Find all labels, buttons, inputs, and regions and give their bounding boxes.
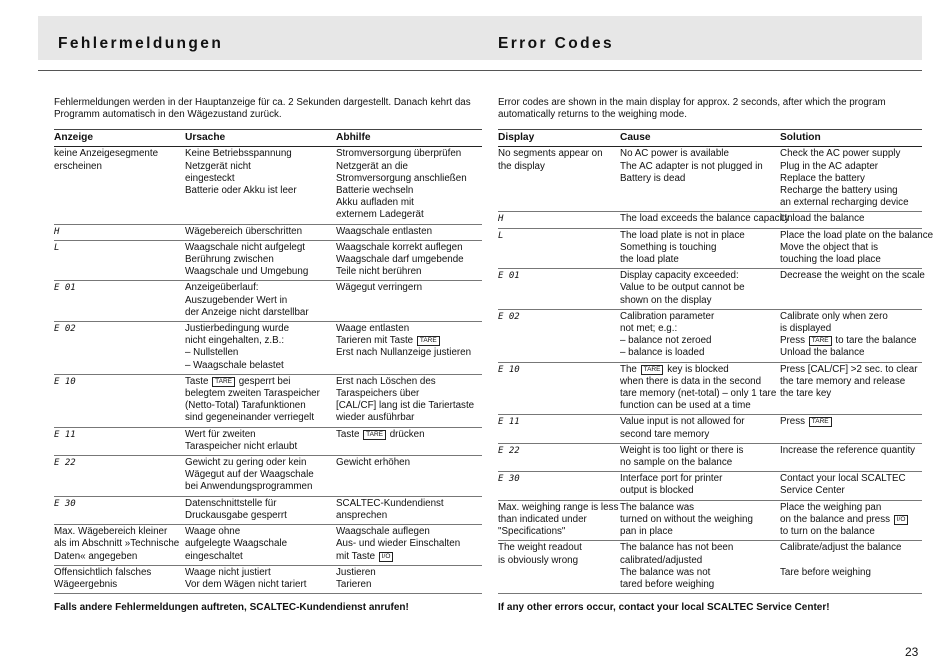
table-body-en (498, 147, 934, 594)
cell-line: Wägebereich überschritten (185, 225, 303, 237)
cell-line: Calibration parameter (620, 310, 715, 322)
table-row (498, 212, 922, 228)
header-divider (38, 70, 922, 71)
cell-cause (185, 147, 336, 224)
cell-line: second tare memory (620, 428, 710, 440)
cell-display (54, 525, 185, 566)
cell-cause (185, 224, 336, 240)
cell-line: Waage entlasten (336, 323, 410, 335)
header-cause-en: Cause (620, 130, 780, 147)
cell-line: L (498, 230, 504, 241)
cell-line: Waagschale entlasten (336, 225, 433, 237)
cell-solution (780, 269, 925, 310)
cell-display (54, 374, 185, 427)
cell-cause (620, 541, 780, 594)
cell-line: No AC power is available (620, 148, 729, 160)
cell-line: E 22 (498, 445, 520, 456)
column-de (54, 97, 482, 614)
power-key-icon: I/O (894, 515, 909, 525)
intro-de: Fehlermeldungen werden in der Hauptanzeige für ca. 2 Sekunden dargestellt. Danach kehrt das Programm automatisch in den Wägezustand zurück. (54, 97, 471, 121)
cell-line: The balance has not been (620, 542, 734, 554)
page-number: 23 (905, 645, 919, 659)
cell-line: Offensichtlich falsches (54, 566, 152, 578)
cell-line: shown on the display (620, 294, 712, 306)
table-row (498, 443, 922, 471)
cell-solution (336, 147, 482, 224)
cell-cause (185, 427, 336, 455)
cell-line: Keine Betriebsspannung (185, 148, 292, 160)
cell-cause (620, 309, 780, 362)
cell-display (54, 427, 185, 455)
cell-line: Netzgerät an die (336, 160, 408, 172)
cell-line: keine Anzeigesegmente (54, 148, 159, 160)
cell-line: pan in place (620, 526, 673, 538)
cell-line: E 10 (54, 376, 76, 387)
cell-line: Waagschale und Umgebung (185, 266, 309, 278)
cell-display (498, 362, 620, 415)
cell-line: No segments appear on (498, 148, 603, 160)
cell-line: output is blocked (620, 485, 694, 497)
cell-line: no sample on the balance (620, 457, 733, 469)
cell-solution (780, 362, 922, 415)
tare-key-icon: TARE (417, 336, 440, 346)
cell-solution (336, 281, 482, 322)
cell-line: Waagschale korrekt auflegen (336, 241, 463, 253)
cell-line: [CAL/CF] lang ist die Tariertaste (336, 400, 475, 412)
cell-line: Press TARE (780, 416, 920, 428)
cell-solution (780, 500, 922, 541)
footer-note-en: If any other errors occur, contact your local SCALTEC Service Center! (498, 602, 830, 614)
cell-line: Wägeergebnis (54, 578, 118, 590)
cell-line: function can be used at a time (620, 400, 751, 412)
cell-line: Display capacity exceeded: (620, 270, 739, 282)
cell-line: is obviously wrong (498, 554, 579, 566)
cell-solution (336, 565, 482, 593)
cell-line: Gewicht erhöhen (336, 457, 411, 469)
cell-line: Value to be output cannot be (620, 282, 745, 294)
table-row (54, 565, 482, 593)
cell-line: Calibrate only when zero (780, 310, 888, 322)
cell-cause (185, 496, 336, 524)
cell-line (780, 555, 920, 567)
cell-cause (185, 322, 336, 375)
cell-cause (620, 212, 790, 228)
power-key-icon: I/O (379, 552, 394, 562)
cell-line: The weight readout (498, 542, 582, 554)
cell-solution (336, 240, 482, 281)
cell-line: Aus- und wieder Einschalten (336, 538, 461, 550)
cell-line: the tare memory and release (780, 375, 906, 387)
cell-line: Erst nach Löschen des (336, 375, 436, 387)
table-row (54, 281, 482, 322)
cell-line: when there is data in the second (620, 375, 762, 387)
cell-line: E 01 (498, 271, 520, 282)
table-row (498, 415, 922, 443)
cell-line: Daten« angegeben (54, 550, 138, 562)
cell-line: tare memory (net-total) – only 1 tare (620, 388, 777, 400)
cell-line: Move the object that is (780, 241, 879, 253)
cell-line: Waagschale auflegen (336, 526, 430, 538)
table-row (498, 541, 922, 594)
cell-line: Something is touching (620, 241, 717, 253)
table-row (498, 269, 922, 310)
cell-display (498, 500, 620, 541)
cell-solution (336, 496, 482, 524)
cell-display (498, 541, 620, 594)
cell-line: eingesteckt (185, 172, 235, 184)
header-display-en: Display (498, 130, 620, 147)
cell-line: (Netto-Total) Tarafunktionen (185, 400, 306, 412)
cell-line: the tare key (780, 388, 832, 400)
cell-line: Decrease the weight on the scale (780, 270, 925, 282)
table-row (54, 525, 482, 566)
header-display-de: Anzeige (54, 130, 185, 147)
cell-line: Plug in the AC adapter (780, 160, 879, 172)
cell-display (54, 322, 185, 375)
cell-line: Akku aufladen mit (336, 197, 414, 209)
cell-line: Max. Wägebereich kleiner (54, 526, 168, 538)
cell-display (54, 565, 185, 593)
cell-display (498, 147, 620, 212)
cell-line: Waage nicht justiert (185, 566, 271, 578)
cell-cause (185, 240, 336, 281)
cell-line: Teile nicht berühren (336, 266, 422, 278)
cell-line: sind gegeneinander verriegelt (185, 412, 315, 424)
cell-cause (620, 500, 780, 541)
cell-line: Tare before weighing (780, 566, 871, 578)
cell-line: Wert für zweiten (185, 428, 256, 440)
table-row (498, 147, 922, 212)
cell-display (498, 443, 620, 471)
cell-solution (336, 322, 482, 375)
cell-solution (780, 472, 922, 500)
table-row (54, 147, 482, 224)
cell-line: Place the weighing pan (780, 501, 882, 513)
cell-line: Check the AC power supply (780, 148, 901, 160)
cell-line: Replace the battery (780, 172, 865, 184)
table-row (498, 472, 922, 500)
cell-line: Justierbedingung wurde (185, 323, 290, 335)
cell-display (498, 269, 620, 310)
cell-display (498, 309, 620, 362)
cell-line: The balance was not (620, 566, 711, 578)
cell-line: The load exceeds the balance capacity (620, 213, 790, 225)
table-row (54, 374, 482, 427)
intro-en: Error codes are shown in the main display for approx. 2 seconds, after which the program automatically returns to the weighing mode. (498, 97, 886, 121)
cell-line: Stromversorgung anschließen (336, 172, 467, 184)
cell-line: Waagschale nicht aufgelegt (185, 241, 305, 253)
cell-line: the load plate (620, 254, 679, 266)
cell-line: Waage ohne (185, 526, 241, 538)
cell-line: E 30 (498, 474, 520, 485)
cell-line: Wägegut auf der Waagschale (185, 469, 314, 481)
tare-key-icon: TARE (212, 377, 235, 387)
cell-line: Taraspeichers über (336, 388, 420, 400)
cell-line: E 02 (498, 311, 520, 322)
cell-line: calibrated/adjusted (620, 554, 703, 566)
table-row (498, 500, 922, 541)
cell-line: – balance is loaded (620, 347, 705, 359)
cell-line: Batterie wechseln (336, 185, 414, 197)
cell-line: Taraspeicher nicht erlaubt (185, 440, 298, 452)
table-row (498, 309, 922, 362)
cell-cause (620, 362, 780, 415)
header-solution-de: Abhilfe (336, 130, 482, 147)
cell-line: Tarieren mit Taste TARE (336, 335, 480, 347)
cell-line: is displayed (780, 323, 832, 335)
cell-cause (620, 269, 780, 310)
cell-line: Value input is not allowed for (620, 416, 745, 428)
cell-display (498, 228, 620, 269)
cell-display (498, 472, 620, 500)
cell-line: Service Center (780, 485, 845, 497)
cell-line: Berührung zwischen (185, 254, 274, 266)
cell-line: Auszugebender Wert in (185, 294, 288, 306)
tare-key-icon: TARE (363, 430, 386, 440)
table-row (498, 362, 922, 415)
cell-display (54, 240, 185, 281)
tare-key-icon: TARE (809, 336, 832, 346)
title-de: Fehlermeldungen (58, 35, 224, 52)
cell-line: Gewicht zu gering oder kein (185, 457, 307, 469)
cell-line: Tarieren (336, 578, 372, 590)
tare-key-icon: TARE (641, 365, 664, 375)
cell-line: on the balance and press I/O (780, 514, 920, 526)
cell-solution (780, 147, 922, 212)
cell-line: E 22 (54, 458, 76, 469)
cell-line: Justieren (336, 566, 376, 578)
cell-line: Press [CAL/CF] >2 sec. to clear (780, 363, 918, 375)
cell-line: SCALTEC-Kundendienst (336, 497, 444, 509)
cell-line: – Waagschale belastet (185, 359, 284, 371)
cell-cause (185, 565, 336, 593)
cell-line: erscheinen (54, 160, 102, 172)
cell-line: der Anzeige nicht darstellbar (185, 306, 309, 318)
cell-line: Recharge the battery using (780, 185, 898, 197)
cell-cause (185, 281, 336, 322)
cell-cause (620, 147, 780, 212)
cell-cause (620, 443, 780, 471)
cell-line: Press TARE to tare the balance (780, 335, 917, 347)
cell-line: L (54, 242, 60, 253)
cell-solution (336, 224, 482, 240)
cell-line: Weight is too light or there is (620, 444, 744, 456)
cell-line: Druckausgabe gesperrt (185, 509, 287, 521)
cell-line: E 30 (54, 498, 76, 509)
cell-solution (780, 541, 922, 594)
cell-solution (780, 309, 922, 362)
table-row (498, 228, 922, 269)
header-cause-de: Ursache (185, 130, 336, 147)
cell-line: Battery is dead (620, 172, 686, 184)
cell-line: Wägegut verringern (336, 282, 423, 294)
cell-line: Netzgerät nicht (185, 160, 251, 172)
cell-line: The TARE key is blocked (620, 363, 729, 375)
cell-line: nicht eingehalten, z.B.: (185, 335, 285, 347)
cell-line: Place the load plate on the balance (780, 229, 934, 241)
column-en (498, 97, 934, 614)
table-row (54, 224, 482, 240)
cell-line: aufgelegte Waagschale (185, 538, 288, 550)
cell-line: Taste TARE gesperrt bei (185, 375, 291, 387)
cell-line: touching the load place (780, 254, 881, 266)
table-body-de (54, 147, 482, 594)
cell-cause (620, 228, 780, 269)
cell-cause (620, 415, 780, 443)
cell-line: Datenschnittstelle für (185, 497, 277, 509)
footer-note-de: Falls andere Fehlermeldungen auftreten, SCALTEC-Kundendienst anrufen! (54, 602, 409, 614)
cell-line: Max. weighing range is less (498, 501, 619, 513)
cell-line: Anzeigeüberlauf: (185, 282, 259, 294)
cell-line: externem Ladegerät (336, 209, 424, 221)
cell-line: E 10 (498, 364, 520, 375)
cell-line: ansprechen (336, 509, 388, 521)
tare-key-icon: TARE (809, 417, 832, 427)
title-en: Error Codes (498, 35, 614, 52)
cell-line: mit Taste I/O (336, 551, 480, 563)
cell-cause (620, 472, 780, 500)
header-solution-en: Solution (780, 130, 922, 147)
cell-display (54, 147, 185, 224)
cell-line: eingeschaltet (185, 550, 243, 562)
cell-line: Unload the balance (780, 347, 865, 359)
cell-line: Increase the reference quantity (780, 444, 916, 456)
cell-cause (185, 374, 336, 427)
cell-line: Taste TARE drücken (336, 428, 425, 440)
cell-display (54, 456, 185, 497)
cell-line: The load plate is not in place (620, 229, 745, 241)
cell-cause (185, 525, 336, 566)
cell-solution (336, 374, 482, 427)
cell-line: E 11 (54, 429, 76, 440)
cell-cause (185, 456, 336, 497)
cell-solution (780, 443, 922, 471)
cell-solution (336, 427, 482, 455)
cell-line: H (54, 226, 60, 237)
cell-display (54, 496, 185, 524)
cell-line: belegtem zweiten Taraspeicher (185, 388, 320, 400)
table-row (54, 456, 482, 497)
cell-line: Stromversorgung überprüfen (336, 148, 462, 160)
table-row (54, 322, 482, 375)
cell-solution (336, 456, 482, 497)
cell-line: The balance was (620, 501, 695, 513)
cell-line: not met; e.g.: (620, 323, 678, 335)
cell-solution (780, 415, 922, 443)
cell-line: Waagschale darf umgebende (336, 254, 464, 266)
error-table-de (54, 129, 482, 594)
cell-line: bei Anwendungsprogrammen (185, 481, 313, 493)
cell-line: "Specifications" (498, 526, 566, 538)
cell-line: tared before weighing (620, 578, 715, 590)
error-table-en (498, 129, 934, 594)
cell-display (54, 281, 185, 322)
cell-display (498, 212, 620, 228)
table-row (54, 240, 482, 281)
cell-line: – Nullstellen (185, 347, 239, 359)
cell-line: Interface port for printer (620, 473, 723, 485)
cell-line: Vor dem Wägen nicht tariert (185, 578, 307, 590)
cell-solution (780, 228, 934, 269)
cell-line: to turn on the balance (780, 526, 875, 538)
table-row (54, 427, 482, 455)
cell-line: – balance not zeroed (620, 335, 712, 347)
cell-line: than indicated under (498, 513, 587, 525)
cell-line: the display (498, 160, 545, 172)
cell-line: Batterie oder Akku ist leer (185, 185, 297, 197)
cell-line: E 01 (54, 283, 76, 294)
cell-line: an external recharging device (780, 197, 909, 209)
cell-line: H (498, 214, 504, 225)
cell-line: E 02 (54, 324, 76, 335)
cell-line: Erst nach Nullanzeige justieren (336, 347, 472, 359)
cell-line: The AC adapter is not plugged in (620, 160, 763, 172)
cell-display (54, 224, 185, 240)
cell-line: Calibrate/adjust the balance (780, 542, 902, 554)
table-row (54, 496, 482, 524)
cell-solution (336, 525, 482, 566)
cell-solution (780, 212, 922, 228)
cell-line: Contact your local SCALTEC (780, 473, 906, 485)
cell-display (498, 415, 620, 443)
cell-line: turned on without the weighing (620, 513, 753, 525)
cell-line: wieder ausführbar (336, 412, 415, 424)
cell-line: Unload the balance (780, 213, 865, 225)
cell-line: E 11 (498, 417, 520, 428)
cell-line: als im Abschnitt »Technische (54, 538, 180, 550)
